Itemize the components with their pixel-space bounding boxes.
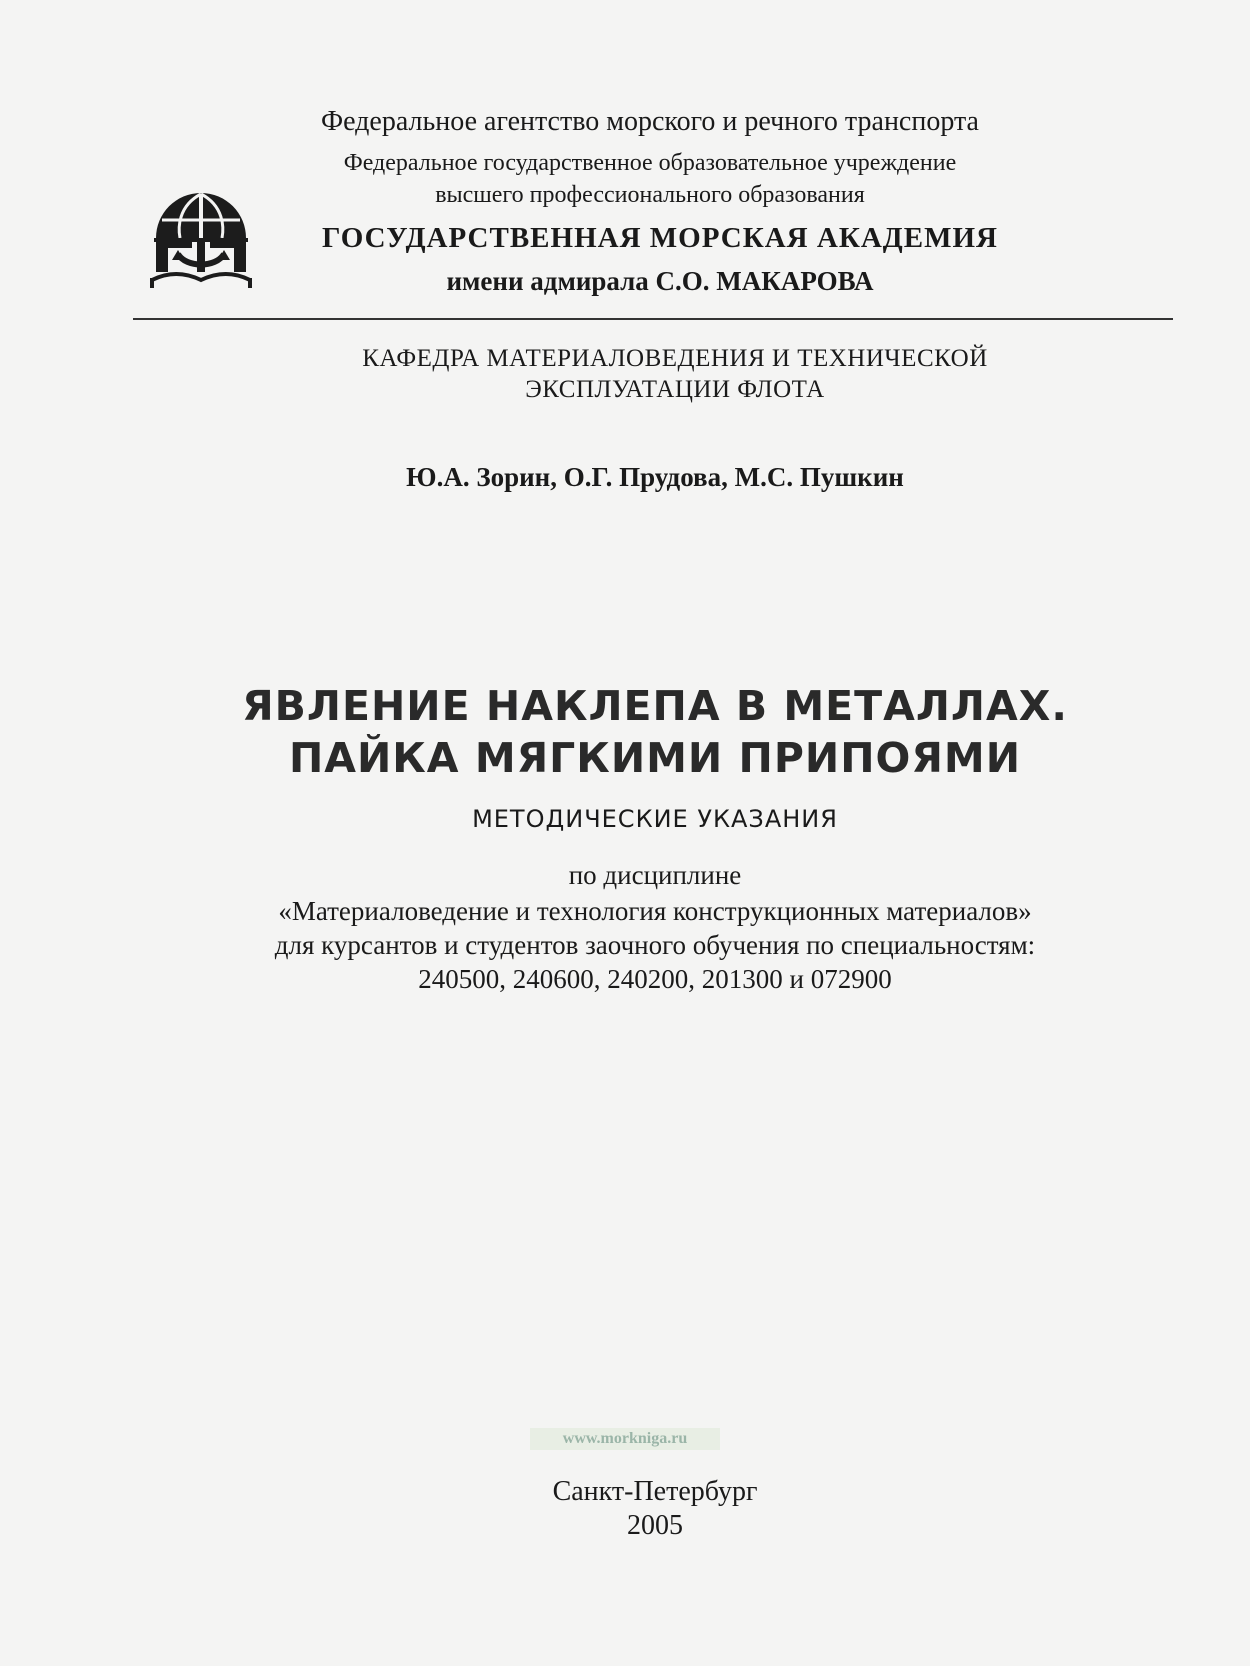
publication-year: 2005 — [627, 1510, 683, 1541]
description-line-1: по дисциплине — [568, 860, 742, 890]
document-subtitle: МЕТОДИЧЕСКИЕ УКАЗАНИЯ — [472, 805, 838, 833]
academy-name: ГОСУДАРСТВЕННАЯ МОРСКАЯ АКАДЕМИЯ — [322, 222, 998, 254]
document-title-line-1: ЯВЛЕНИЕ НАКЛЕПА В МЕТАЛЛАХ. — [242, 682, 1068, 730]
institution-line-1: Федеральное государственное образовательное учреждение — [343, 150, 957, 176]
department-line-1: КАФЕДРА МАТЕРИАЛОВЕДЕНИЯ И ТЕХНИЧЕСКОЙ — [362, 345, 988, 372]
publication-city: Санкт-Петербург — [552, 1476, 758, 1507]
description-line-4: 240500, 240600, 240200, 201300 и 072900 — [418, 964, 892, 994]
academy-named-after: имени адмирала С.О. МАКАРОВА — [446, 266, 874, 296]
header-divider — [133, 318, 1173, 320]
academy-emblem-icon — [148, 188, 254, 290]
institution-line-2: высшего профессионального образования — [435, 182, 865, 208]
watermark: www.morkniga.ru — [530, 1428, 720, 1450]
department-line-2: ЭКСПЛУАТАЦИИ ФЛОТА — [525, 376, 825, 403]
agency-name: Федеральное агентство морского и речного транспорта — [321, 106, 979, 137]
description-line-3: для курсантов и студентов заочного обучения по специальностям: — [274, 930, 1036, 960]
description-line-2: «Материаловедение и технология конструкционных материалов» — [278, 896, 1032, 926]
document-title-line-2: ПАЙКА МЯГКИМИ ПРИПОЯМИ — [288, 734, 1022, 782]
authors: Ю.А. Зорин, О.Г. Прудова, М.С. Пушкин — [406, 462, 904, 492]
